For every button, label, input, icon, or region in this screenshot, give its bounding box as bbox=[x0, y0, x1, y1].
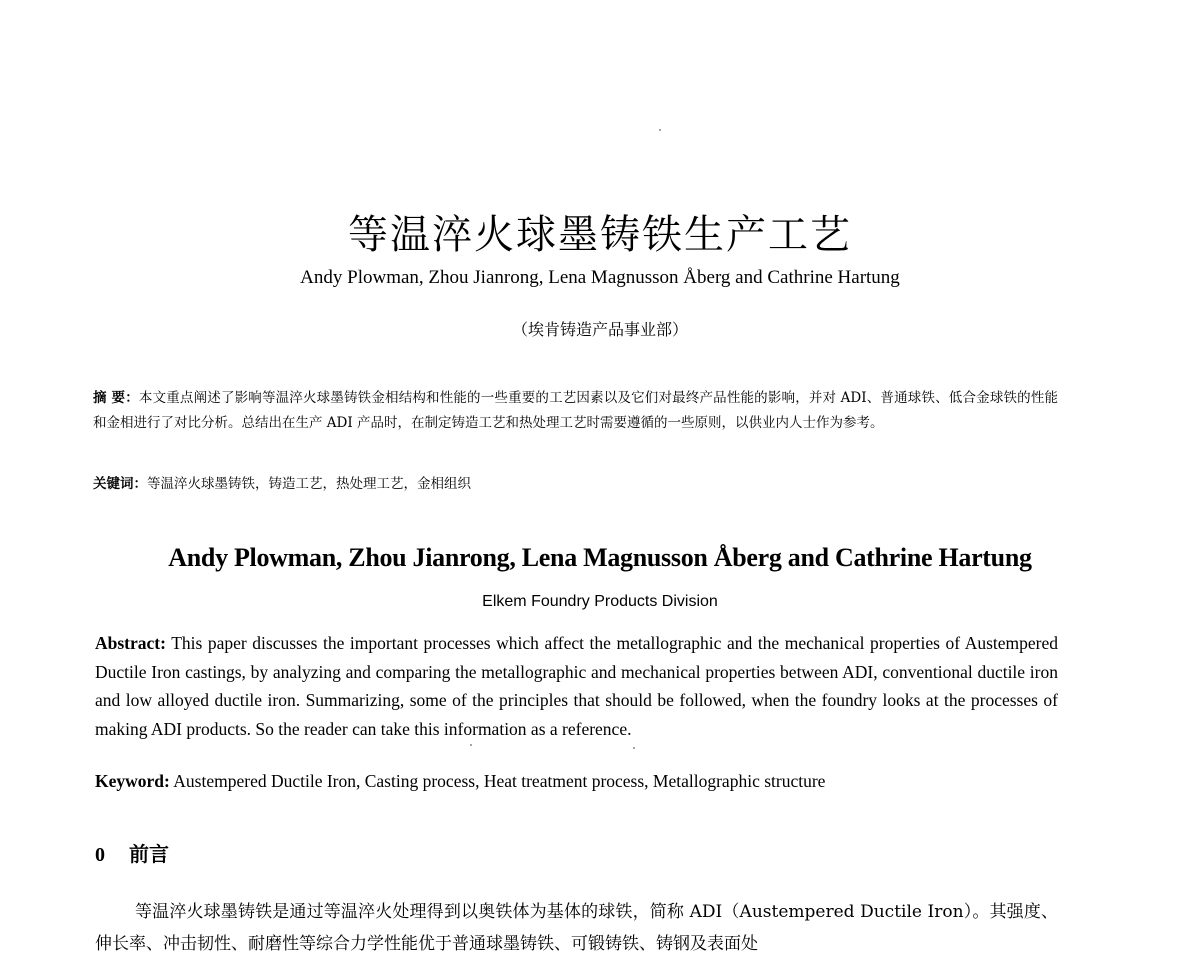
chinese-keywords-label: 关键词： bbox=[93, 476, 147, 492]
scan-speck bbox=[659, 129, 661, 131]
english-abstract-label: Abstract: bbox=[95, 633, 166, 653]
chinese-title: 等温淬火球墨铸铁生产工艺 bbox=[348, 212, 852, 258]
chinese-keywords bbox=[93, 472, 1058, 492]
section-title: 前言 bbox=[129, 842, 169, 866]
scan-speck bbox=[633, 747, 635, 749]
body-paragraph: 等温淬火球墨铸铁是通过等温淬火处理得到以奥铁体为基体的球铁，简称 ADI（Austempered Ductile Iron）。其强度、伸长率、冲击韧性、耐磨性等综合力学性能优于普通球墨铸铁、可锻铸铁、铸钢及表面处 bbox=[95, 902, 1058, 954]
english-keywords bbox=[95, 771, 1058, 792]
chinese-abstract bbox=[93, 386, 1058, 435]
chinese-section-authors: Andy Plowman, Zhou Jianrong, Lena Magnusson Åberg and Cathrine Hartung bbox=[300, 267, 900, 288]
english-affiliation: Elkem Foundry Products Division bbox=[482, 593, 718, 610]
english-authors: Andy Plowman, Zhou Jianrong, Lena Magnusson Åberg and Cathrine Hartung bbox=[168, 543, 1032, 572]
chinese-abstract-label: 摘 要： bbox=[93, 390, 139, 406]
section-number: 0 bbox=[95, 844, 105, 866]
english-abstract bbox=[95, 629, 1058, 743]
section-heading bbox=[95, 838, 169, 867]
chinese-abstract-text: 本文重点阐述了影响等温淬火球墨铸铁金相结构和性能的一些重要的工艺因素以及它们对最终产品性能的影响，并对 ADI、普通球铁、低合金球铁的性能和金相进行了对比分析。总结出在生产 ADI 产品时，在制定铸造工艺和热处理工艺时需要遵循的一些原则，以供业内人士作为参考。 bbox=[93, 390, 1059, 431]
english-abstract-text: This paper discusses the important processes which affect the metallographic and the mechanical properties of Austempered Ductile Iron castings, by analyzing and comparing the metallographic and mechanical properties between ADI, conventional ductile iron and low alloyed ductile iron. Summarizing, some of the principles that should be followed, when the foundry looks at the processes of making ADI products. So the reader can take this information as a reference. bbox=[95, 633, 1058, 739]
english-keyword-label: Keyword: bbox=[95, 771, 170, 791]
chinese-affiliation: （埃肯铸造产品事业部） bbox=[511, 320, 688, 339]
scan-speck bbox=[470, 744, 472, 746]
english-keyword-text: Austempered Ductile Iron, Casting process, Heat treatment process, Metallographic structure bbox=[173, 771, 826, 791]
chinese-keywords-text: 等温淬火球墨铸铁，铸造工艺，热处理工艺，金相组织 bbox=[147, 476, 471, 492]
